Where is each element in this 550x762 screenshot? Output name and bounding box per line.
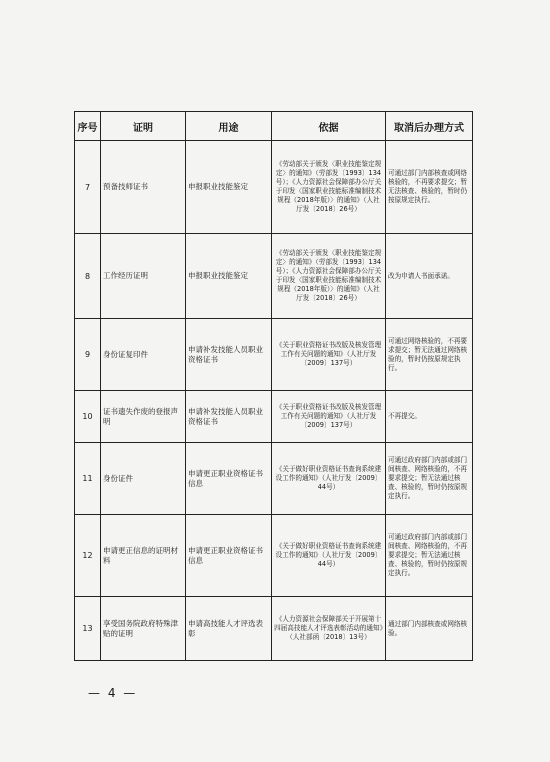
- table-row: [75, 319, 473, 391]
- method-cell: 改为申请人书面承诺。: [386, 234, 473, 319]
- method-cell: 可通过部门内部核查或网络核验的，不再要求提交；暂无法核查、核验的，暂时仍按原规定执行。: [386, 141, 473, 234]
- basis-cell: 《关于职业资格证书改版及核发管理工作有关问题的通知》（人社厅发〔2009〕137号）: [272, 319, 386, 391]
- purpose-cell: 申报职业技能鉴定: [186, 234, 272, 319]
- purpose-cell: 申报职业技能鉴定: [186, 141, 272, 234]
- method-cell: 可通过网络核验的，不再要求提交；暂无法通过网络核验的，暂时仍按原规定执行。: [386, 319, 473, 391]
- header-method: 取消后办理方式: [386, 112, 473, 141]
- header-basis: 依据: [272, 112, 386, 141]
- row-number: 12: [75, 515, 101, 597]
- header-use: 用途: [186, 112, 272, 141]
- table-row: [75, 234, 473, 319]
- certificate-cell: 申请更正信息的证明材料: [101, 515, 186, 597]
- page-number: — 4 —: [88, 686, 138, 700]
- row-number: 11: [75, 443, 101, 515]
- table-row: [75, 141, 473, 234]
- row-number: 7: [75, 141, 101, 234]
- method-cell: 不再提交。: [386, 391, 473, 443]
- basis-cell: 《关于做好职业资格证书查询系统建设工作的通知》（人社厅发〔2009〕44号）: [272, 515, 386, 597]
- purpose-cell: 申请高技能人才评选表彰: [186, 597, 272, 661]
- row-number: 13: [75, 597, 101, 661]
- certificate-cell: 工作经历证明: [101, 234, 186, 319]
- certificate-table: [74, 111, 473, 661]
- table-header-row: [75, 112, 473, 141]
- certificate-cell: 享受国务院政府特殊津贴的证明: [101, 597, 186, 661]
- table-row: [75, 443, 473, 515]
- method-cell: 通过部门内部核查或网络核验。: [386, 597, 473, 661]
- basis-cell: 《人力资源社会保障部关于开展第十四届高技能人才评选表彰活动的通知》（人社部函〔2018〕13号）: [272, 597, 386, 661]
- basis-cell: 《劳动部关于颁发〈职业技能鉴定规定〉的通知》（劳部发〔1993〕134号）；《人力资源社会保障部办公厅关于印发〈国家职业技能标准编制技术规程（2018年版）〉的通知》（人社厅发〔2018〕26号）: [272, 141, 386, 234]
- header-seq: 序号: [75, 112, 101, 141]
- row-number: 10: [75, 391, 101, 443]
- table-row: [75, 515, 473, 597]
- purpose-cell: 申请补发技能人员职业资格证书: [186, 319, 272, 391]
- purpose-cell: 申请更正职业资格证书信息: [186, 443, 272, 515]
- method-cell: 可通过政府部门内部或部门间核查、网络核验的，不再要求提交；暂无法通过核查、核验的，暂时仍按原规定执行。: [386, 515, 473, 597]
- purpose-cell: 申请更正职业资格证书信息: [186, 515, 272, 597]
- table-row: [75, 597, 473, 661]
- header-cert: 证明: [101, 112, 186, 141]
- certificate-cell: 预备技师证书: [101, 141, 186, 234]
- method-cell: 可通过政府部门内部或部门间核查、网络核验的，不再要求提交；暂无法通过核查、核验的，暂时仍按原规定执行。: [386, 443, 473, 515]
- table-row: [75, 391, 473, 443]
- purpose-cell: 申请补发技能人员职业资格证书: [186, 391, 272, 443]
- certificate-cell: 证书遗失作废的登报声明: [101, 391, 186, 443]
- basis-cell: 《关于职业资格证书改版及核发管理工作有关问题的通知》（人社厅发〔2009〕137号）: [272, 391, 386, 443]
- certificate-cell: 身份证复印件: [101, 319, 186, 391]
- row-number: 8: [75, 234, 101, 319]
- row-number: 9: [75, 319, 101, 391]
- certificate-cell: 身份证件: [101, 443, 186, 515]
- basis-cell: 《关于做好职业资格证书查询系统建设工作的通知》（人社厅发〔2009〕44号）: [272, 443, 386, 515]
- basis-cell: 《劳动部关于颁发〈职业技能鉴定规定〉的通知》（劳部发〔1993〕134号）；《人力资源社会保障部办公厅关于印发〈国家职业技能标准编制技术规程（2018年版）〉的通知》（人社厅发〔2018〕26号）: [272, 234, 386, 319]
